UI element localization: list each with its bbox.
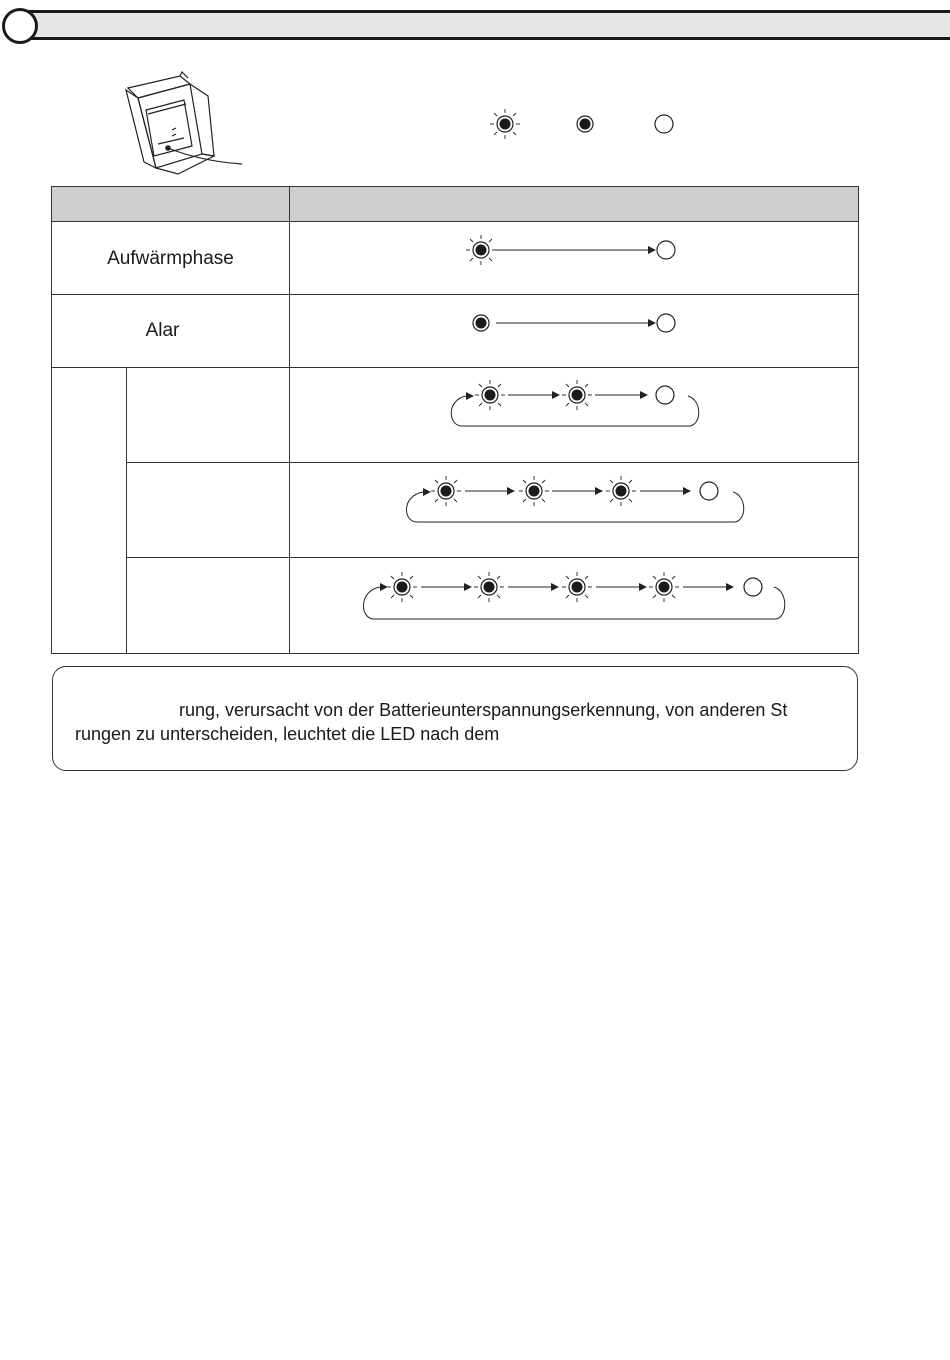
arrow-right-icon (465, 487, 515, 495)
section-header-bar (14, 10, 950, 40)
arrow-right-icon (552, 487, 603, 495)
led-off-icon (700, 482, 718, 500)
pattern-fault-3-blinks (395, 468, 755, 528)
arrow-right-icon (421, 583, 472, 591)
arrow-right-icon (508, 391, 560, 399)
pattern-alarm (460, 305, 690, 341)
device-illustration-icon (118, 70, 248, 180)
note-box (52, 666, 858, 771)
led-off-icon (655, 115, 673, 133)
led-blinking-icon (466, 235, 496, 265)
arrow-right-icon (496, 319, 656, 327)
row-label-warmup: Aufwärmphase (107, 248, 234, 269)
led-blinking-icon (387, 572, 417, 602)
led-off-icon (656, 386, 674, 404)
table-header (52, 187, 858, 222)
pattern-fault-2-blinks (440, 374, 710, 434)
note-text-line-1: rung, verursacht von der Batterieunterspannungserkennung, von anderen St (179, 700, 788, 720)
led-blinking-icon (490, 109, 520, 139)
led-blinking-icon (649, 572, 679, 602)
led-off-icon (657, 241, 675, 259)
pattern-fault-4-blinks (352, 563, 796, 625)
arrow-right-icon (640, 487, 691, 495)
led-blinking-icon (562, 380, 592, 410)
arrow-right-icon (466, 392, 474, 400)
pattern-warmup (460, 232, 690, 268)
arrow-right-icon (496, 246, 656, 254)
led-blinking-icon (562, 572, 592, 602)
arrow-right-icon (508, 583, 559, 591)
arrow-right-icon (595, 391, 648, 399)
section-header (0, 0, 950, 50)
led-blinking-icon (431, 476, 461, 506)
led-blinking-icon (475, 380, 505, 410)
led-legend (490, 108, 690, 140)
section-number-circle (2, 8, 38, 44)
arrow-right-icon (596, 583, 647, 591)
arrow-right-icon (380, 583, 388, 591)
led-blinking-icon (606, 476, 636, 506)
led-off-icon (657, 314, 675, 332)
led-on-icon (577, 116, 593, 132)
led-blinking-icon (474, 572, 504, 602)
led-off-icon (744, 578, 762, 596)
note-text-line-2: rungen zu unterscheiden, leuchtet die LED nach dem (75, 724, 500, 744)
led-blinking-icon (519, 476, 549, 506)
row-label-alarm: Alar (145, 320, 180, 341)
arrow-right-icon (683, 583, 734, 591)
led-on-icon (473, 315, 489, 331)
arrow-right-icon (423, 488, 431, 496)
